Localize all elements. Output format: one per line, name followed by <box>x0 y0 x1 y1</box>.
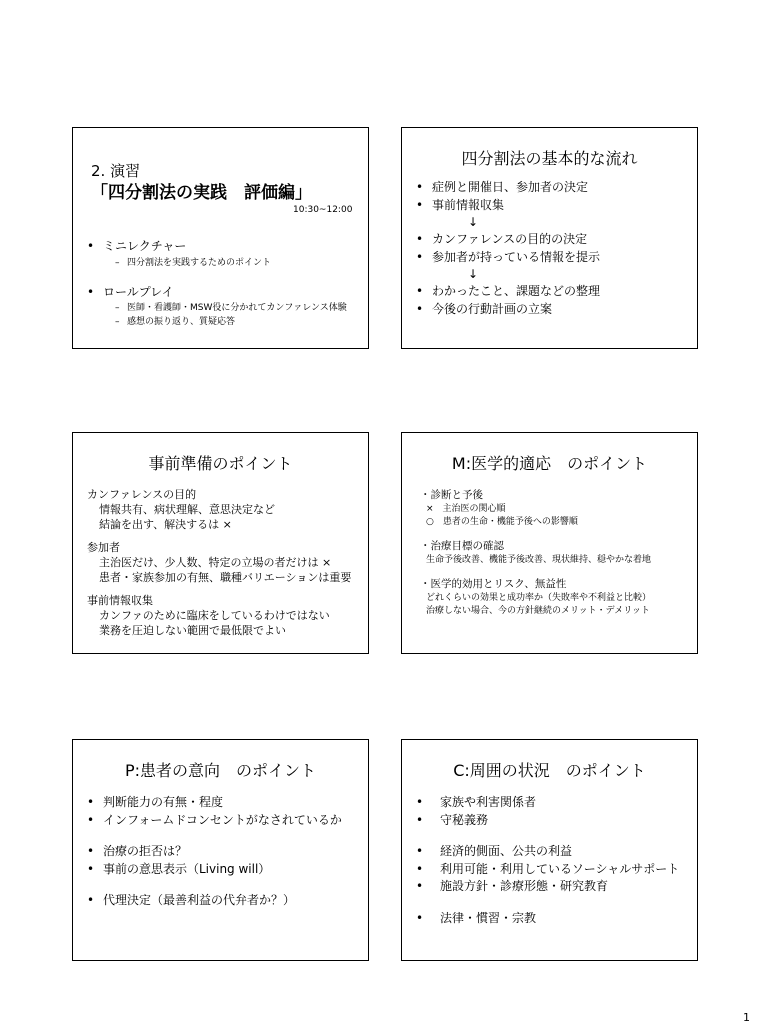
section-line: どれくらいの効果と成功率か（失敗率や不利益と比較） <box>426 593 652 603</box>
slide-title: M:医学的適応 のポイント <box>451 454 648 473</box>
section-heading: 事前情報収集 <box>87 594 153 607</box>
sub-bullet-text: 四分割法を実践するためのポイント <box>127 257 272 268</box>
slide-body <box>416 179 600 318</box>
bullet-item <box>87 238 347 256</box>
bullet-text: 事前情報収集 <box>432 197 505 212</box>
bullet-item <box>87 861 342 879</box>
page-number: 1 <box>743 1011 750 1024</box>
sub-bullet-text: 感想の振り返り、質疑応答 <box>127 317 236 327</box>
slide-exercise <box>72 127 369 349</box>
section-line: 情報共有、病状理解、意思決定など <box>99 503 275 516</box>
bullet-icon: • <box>416 879 424 893</box>
slide-basic-flow <box>401 127 698 349</box>
bullet-icon: • <box>87 812 95 827</box>
bullet-text: 治療の拒否は？ <box>103 844 188 858</box>
section-line: 結論を出す、解決するは × <box>99 518 232 531</box>
bullet-icon: • <box>416 910 424 925</box>
bullet-text: 参加者が持っている情報を提示 <box>432 249 601 264</box>
bullet-text: 経済的側面、公共の利益 <box>440 844 573 858</box>
dash-icon: – <box>115 317 120 327</box>
section-line: ○ 患者の生命・機能予後への影響順 <box>426 517 578 527</box>
slide-contextual-features <box>401 739 698 961</box>
section-heading: ・治療目標の確認 <box>420 540 504 552</box>
dash-icon: – <box>115 257 120 268</box>
bullet-icon: • <box>416 180 424 194</box>
slide-body <box>87 487 351 638</box>
bullet-item <box>87 892 342 910</box>
slide-body <box>87 794 342 910</box>
bullet-icon: • <box>416 232 424 246</box>
bullet-item <box>416 197 600 215</box>
bullet-text: インフォームドコンセントがなされているか <box>103 812 342 827</box>
bullet-icon: • <box>416 249 424 264</box>
section-line: 主治医だけ、少人数、特定の立場の者だけは × <box>99 556 332 569</box>
dash-icon: – <box>115 303 120 313</box>
session-time: 10:30~12:00 <box>293 205 353 215</box>
section-line: 業務を圧迫しない範囲で最低限でよい <box>99 624 286 637</box>
section-heading: ・診断と予後 <box>420 489 483 501</box>
bullet-text: 代理決定（最善利益の代弁者か？） <box>103 893 296 907</box>
bullet-icon: • <box>87 284 95 299</box>
bullet-text: 施設方針・診療形態・研究教育 <box>440 879 609 893</box>
bullet-item <box>416 910 679 928</box>
down-arrow-icon: ↓ <box>468 215 479 229</box>
bullet-icon: • <box>416 197 424 212</box>
bullet-item <box>416 283 600 301</box>
bullet-icon: • <box>416 861 424 876</box>
bullet-item <box>87 812 342 830</box>
bullet-text: 症例と開催日、参加者の決定 <box>432 180 589 194</box>
bullet-text: カンファレンスの目的の決定 <box>432 232 588 246</box>
down-arrow-icon: ↓ <box>468 267 479 281</box>
bullet-item <box>416 179 600 197</box>
bullet-text: 法律・慣習・宗教 <box>440 910 537 925</box>
bullet-item <box>87 794 342 812</box>
bullet-item <box>87 843 342 861</box>
slide-title: 事前準備のポイント <box>148 454 293 473</box>
slide-title: C:周囲の状況 のポイント <box>453 761 646 780</box>
bullet-text: わかったこと、課題などの整理 <box>432 284 601 298</box>
slide-title: P:患者の意向 のポイント <box>124 761 317 780</box>
bullet-item <box>416 249 600 267</box>
bullet-text: ロールプレイ <box>103 284 174 299</box>
slide-body <box>416 794 679 927</box>
sub-bullet-item <box>87 315 347 329</box>
bullet-icon: • <box>87 893 95 907</box>
bullet-text: ミニレクチャー <box>103 239 187 253</box>
bullet-item <box>416 812 679 830</box>
bullet-text: 家族や利害関係者 <box>440 795 537 809</box>
section-heading: ・医学的効用とリスク、無益性 <box>420 578 567 590</box>
bullet-item <box>416 843 679 861</box>
bullet-item <box>416 861 679 879</box>
bullet-icon: • <box>87 861 95 876</box>
section-line: カンファのために臨床をしているわけではない <box>99 609 330 622</box>
section-heading: カンファレンスの目的 <box>87 488 197 501</box>
section-line: 生命予後改善、機能予後改善、現状維持、穏やかな着地 <box>426 555 652 565</box>
bullet-item <box>416 794 679 812</box>
sub-bullet-text: 医師・看護師・MSW役に分かれてカンファレンス体験 <box>127 303 347 313</box>
bullet-icon: • <box>416 844 424 858</box>
slide-preparation <box>72 432 369 654</box>
section-line: 治療しない場合、今の方針継続のメリット・デメリット <box>426 606 650 616</box>
bullet-icon: • <box>87 239 95 253</box>
slide-medical-indications <box>401 432 698 654</box>
bullet-icon: • <box>416 795 424 809</box>
bullet-item <box>416 878 679 896</box>
bullet-icon: • <box>87 844 95 858</box>
bullet-text: 利用可能・利用しているソーシャルサポート <box>440 861 680 876</box>
bullet-item <box>87 284 347 302</box>
slide-body <box>420 488 651 618</box>
slide-subheading: 「四分割法の実践 評価編」 <box>91 183 312 203</box>
slide-heading: 2. 演習 <box>91 162 141 180</box>
bullet-icon: • <box>87 795 95 809</box>
bullet-item <box>416 231 600 249</box>
slide-patient-preferences <box>72 739 369 961</box>
bullet-item <box>416 301 600 319</box>
bullet-text: 今後の行動計画の立案 <box>432 301 553 316</box>
bullet-icon: • <box>416 284 424 298</box>
sub-bullet-item <box>87 301 347 315</box>
section-line: 患者・家族参加の有無、職種バリエーションは重要 <box>99 571 352 584</box>
slide-body <box>87 238 347 329</box>
section-heading: 参加者 <box>87 541 120 554</box>
bullet-text: 守秘義務 <box>440 812 489 827</box>
section-line: × 主治医の関心順 <box>426 504 506 514</box>
bullet-icon: • <box>416 812 424 827</box>
sub-bullet-item <box>87 256 347 270</box>
bullet-text: 事前の意思表示（Living will） <box>103 861 271 876</box>
bullet-text: 判断能力の有無・程度 <box>103 795 224 809</box>
slide-title: 四分割法の基本的な流れ <box>461 149 638 168</box>
bullet-icon: • <box>416 301 424 316</box>
